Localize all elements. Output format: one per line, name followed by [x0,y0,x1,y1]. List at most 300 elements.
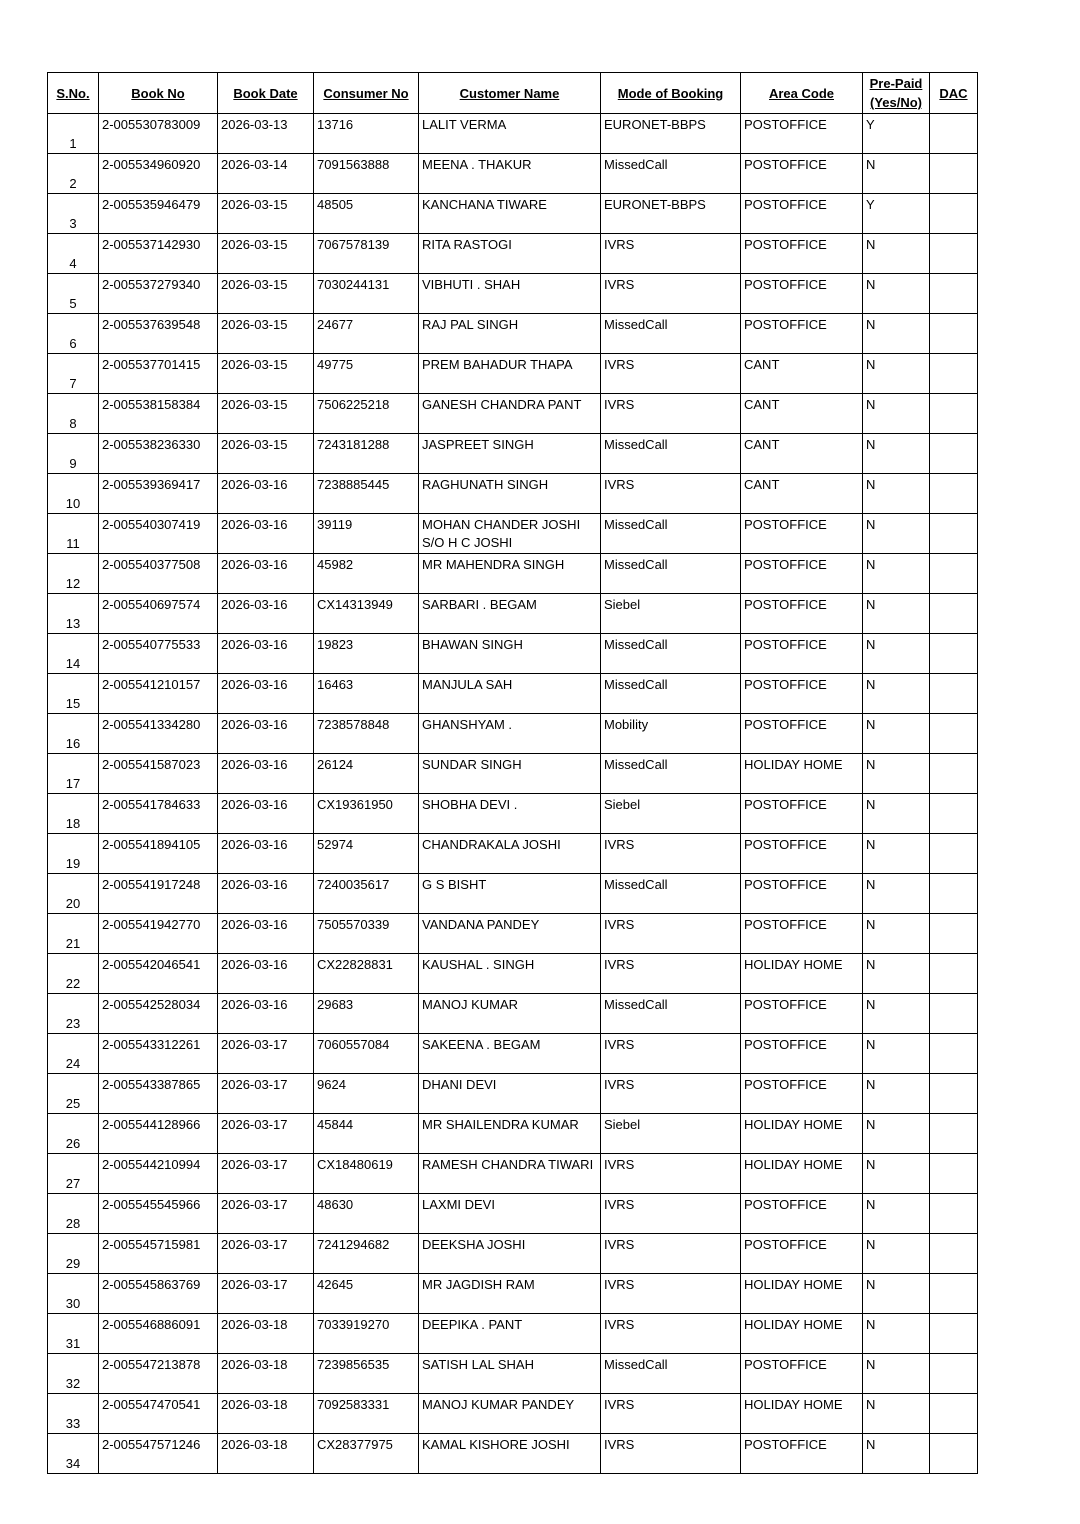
dac-cell [930,274,978,314]
customer-name-cell [419,274,601,314]
consumer-no-value: 7091563888 [317,157,390,172]
customer-name-value: MR JAGDISH RAM [422,1277,535,1292]
area-code-cell [741,154,863,194]
book-date-cell [218,994,314,1034]
consumer-no-value: 7239856535 [317,1357,390,1372]
area-code-cell [741,554,863,594]
prepaid-value: N [866,677,876,692]
mode-of-booking-value: IVRS [604,277,635,292]
area-code-value: POSTOFFICE [744,797,827,812]
book-no-cell [99,394,218,434]
dac-cell [930,634,978,674]
consumer-no-cell [314,1194,419,1234]
header-consumer-no: Consumer No [314,73,419,114]
table-row [48,754,978,794]
book-date-value: 2026-03-16 [221,757,288,772]
book-no-value: 2-005547470541 [102,1397,201,1412]
header-prepaid-line2: (Yes/No) [869,95,922,110]
consumer-no-value: 42645 [317,1277,354,1292]
book-no-value: 2-005541210157 [102,677,201,692]
area-code-value: POSTOFFICE [744,677,827,692]
book-no-value: 2-005540775533 [102,637,201,652]
area-code-value: POSTOFFICE [744,1077,827,1092]
mode-of-booking-value: IVRS [604,477,635,492]
prepaid-cell [863,1274,930,1314]
dac-value [930,954,977,957]
dac-cell [930,474,978,514]
area-code-cell [741,1194,863,1234]
area-code-cell [741,514,863,554]
consumer-no-value: 24677 [317,317,354,332]
book-no-cell [99,1114,218,1154]
booking-table [47,72,978,1474]
dac-value [930,394,977,397]
book-date-value: 2026-03-17 [221,1157,288,1172]
table-row [48,714,978,754]
book-date-cell [218,1434,314,1474]
mode-of-booking-cell [601,634,741,674]
prepaid-value: N [866,1197,876,1212]
book-no-value: 2-005541917248 [102,877,201,892]
consumer-no-cell [314,1354,419,1394]
mode-of-booking-value: IVRS [604,917,635,932]
book-date-cell [218,1234,314,1274]
table-row [48,1274,978,1314]
book-date-cell [218,754,314,794]
consumer-no-value: 39119 [317,517,353,532]
area-code-cell [741,1234,863,1274]
prepaid-cell [863,514,930,554]
book-no-cell [99,354,218,394]
sno-cell [48,194,99,234]
consumer-no-cell [314,314,419,354]
consumer-no-cell [314,1314,419,1354]
prepaid-cell [863,1394,930,1434]
book-date-value: 2026-03-14 [221,157,288,172]
prepaid-value: N [866,237,876,252]
sno-value: 30 [65,1296,81,1311]
book-date-value: 2026-03-18 [221,1397,288,1412]
sno-value: 25 [65,1096,81,1111]
consumer-no-cell [314,954,419,994]
book-date-value: 2026-03-16 [221,557,288,572]
area-code-value: CANT [744,357,780,372]
mode-of-booking-cell [601,1314,741,1354]
prepaid-cell [863,954,930,994]
table-row [48,1034,978,1074]
book-date-cell [218,474,314,514]
mode-of-booking-cell [601,834,741,874]
book-date-cell [218,554,314,594]
prepaid-value: N [866,1357,876,1372]
book-no-cell [99,234,218,274]
area-code-cell [741,634,863,674]
book-no-cell [99,1354,218,1394]
book-no-value: 2-005541587023 [102,757,201,772]
prepaid-cell [863,794,930,834]
sno-value: 31 [65,1336,81,1351]
prepaid-value: N [866,1397,876,1412]
sno-cell [48,794,99,834]
dac-cell [930,754,978,794]
mode-of-booking-value: MissedCall [604,1357,668,1372]
customer-name-value: SATISH LAL SHAH [422,1357,534,1372]
sno-value: 11 [66,536,80,551]
mode-of-booking-cell [601,1354,741,1394]
mode-of-booking-cell [601,1114,741,1154]
prepaid-cell [863,274,930,314]
consumer-no-value: 45982 [317,557,354,572]
table-row [48,634,978,674]
header-row [48,73,978,114]
customer-name-value: DEEKSHA JOSHI [422,1237,526,1252]
dac-value [930,194,977,197]
prepaid-value: N [866,877,876,892]
dac-cell [930,874,978,914]
book-date-cell [218,914,314,954]
customer-name-value: JASPREET SINGH [422,437,534,452]
prepaid-value: N [866,837,876,852]
prepaid-cell [863,1074,930,1114]
customer-name-cell [419,114,601,154]
mode-of-booking-value: MissedCall [604,437,668,452]
table-row [48,1194,978,1234]
prepaid-cell [863,1194,930,1234]
prepaid-value: Y [866,197,875,212]
consumer-no-cell [314,1434,419,1474]
table-row [48,354,978,394]
book-no-value: 2-005547571246 [102,1437,201,1452]
customer-name-cell [419,474,601,514]
book-date-cell [218,434,314,474]
sno-cell [48,1314,99,1354]
header-dac: DAC [930,73,978,114]
book-no-value: 2-005530783009 [102,117,201,132]
book-date-value: 2026-03-18 [221,1437,288,1452]
prepaid-value: N [866,957,876,972]
sno-cell [48,354,99,394]
mode-of-booking-cell [601,914,741,954]
area-code-value: POSTOFFICE [744,277,827,292]
book-no-value: 2-005546886091 [102,1317,201,1332]
mode-of-booking-cell [601,314,741,354]
dac-value [930,594,977,597]
sno-cell [48,674,99,714]
consumer-no-cell [314,554,419,594]
header-sno: S.No. [48,73,99,114]
mode-of-booking-cell [601,1074,741,1114]
book-no-value: 2-005534960920 [102,157,201,172]
prepaid-value: N [866,557,876,572]
prepaid-cell [863,714,930,754]
book-no-value: 2-005539369417 [102,477,201,492]
prepaid-cell [863,314,930,354]
dac-cell [930,394,978,434]
sno-cell [48,1394,99,1434]
consumer-no-cell [314,754,419,794]
prepaid-cell [863,914,930,954]
book-date-value: 2026-03-15 [221,277,288,292]
mode-of-booking-cell [601,354,741,394]
customer-name-cell [419,1234,601,1274]
customer-name-cell [419,674,601,714]
mode-of-booking-value: IVRS [604,1157,635,1172]
book-date-value: 2026-03-16 [221,597,288,612]
consumer-no-value: 52974 [317,837,354,852]
book-date-cell [218,834,314,874]
dac-value [930,1274,977,1277]
customer-name-cell [419,434,601,474]
dac-value [930,274,977,277]
book-date-cell [218,194,314,234]
prepaid-value: N [866,1237,876,1252]
book-date-value: 2026-03-17 [221,1197,288,1212]
area-code-cell [741,1074,863,1114]
area-code-value: POSTOFFICE [744,877,827,892]
table-row [48,594,978,634]
prepaid-cell [863,1234,930,1274]
prepaid-cell [863,634,930,674]
mode-of-booking-cell [601,394,741,434]
dac-cell [930,994,978,1034]
customer-name-value: DHANI DEVI [422,1077,497,1092]
dac-value [930,714,977,717]
prepaid-value: N [866,997,876,1012]
mode-of-booking-value: MissedCall [604,997,668,1012]
sno-cell [48,434,99,474]
table-row [48,114,978,154]
customer-name-cell [419,794,601,834]
sno-cell [48,1034,99,1074]
book-no-value: 2-005537639548 [102,317,201,332]
consumer-no-cell [314,194,419,234]
consumer-no-value: 7241294682 [317,1237,390,1252]
dac-value [930,994,977,997]
book-no-cell [99,554,218,594]
table-row [48,874,978,914]
book-date-value: 2026-03-16 [221,837,288,852]
sno-value: 32 [65,1376,81,1391]
book-no-value: 2-005543312261 [102,1037,201,1052]
dac-cell [930,194,978,234]
book-date-value: 2026-03-15 [221,197,288,212]
dac-cell [930,354,978,394]
customer-name-cell [419,914,601,954]
table-row [48,794,978,834]
book-no-cell [99,474,218,514]
book-no-cell [99,1074,218,1114]
customer-name-value: LALIT VERMA [422,117,507,132]
consumer-no-value: CX18480619 [317,1157,393,1172]
mode-of-booking-cell [601,1274,741,1314]
mode-of-booking-value: MissedCall [604,757,668,772]
sno-value: 8 [69,416,77,431]
book-date-cell [218,674,314,714]
consumer-no-cell [314,634,419,674]
book-date-cell [218,794,314,834]
table-row [48,1154,978,1194]
book-date-value: 2026-03-16 [221,477,288,492]
area-code-value: POSTOFFICE [744,317,827,332]
dac-cell [930,1194,978,1234]
prepaid-value: N [866,317,876,332]
dac-cell [930,794,978,834]
dac-cell [930,1354,978,1394]
consumer-no-value: 7243181288 [317,437,390,452]
mode-of-booking-cell [601,1394,741,1434]
table-row [48,154,978,194]
consumer-no-cell [314,114,419,154]
dac-value [930,834,977,837]
area-code-value: POSTOFFICE [744,117,827,132]
book-date-value: 2026-03-16 [221,877,288,892]
sno-value: 23 [65,1016,81,1031]
area-code-cell [741,194,863,234]
consumer-no-value: CX28377975 [317,1437,393,1452]
customer-name-cell [419,1354,601,1394]
book-no-cell [99,434,218,474]
sno-cell [48,394,99,434]
customer-name-value: PREM BAHADUR THAPA [422,357,573,372]
dac-cell [930,1274,978,1314]
prepaid-cell [863,114,930,154]
table-row [48,514,978,554]
dac-value [930,1314,977,1317]
area-code-cell [741,1394,863,1434]
area-code-cell [741,754,863,794]
sno-cell [48,914,99,954]
header-customer-name: Customer Name [419,73,601,114]
area-code-value: POSTOFFICE [744,597,827,612]
mode-of-booking-cell [601,1434,741,1474]
customer-name-value: G S BISHT [422,877,487,892]
consumer-no-cell [314,874,419,914]
dac-cell [930,714,978,754]
area-code-value: HOLIDAY HOME [744,757,843,772]
sno-value: 17 [65,776,81,791]
prepaid-value: N [866,1037,876,1052]
table-row [48,1234,978,1274]
mode-of-booking-cell [601,1154,741,1194]
sno-value: 2 [69,176,77,191]
book-date-cell [218,314,314,354]
book-date-value: 2026-03-13 [221,117,288,132]
area-code-cell [741,394,863,434]
book-no-value: 2-005542528034 [102,997,201,1012]
dac-cell [930,834,978,874]
dac-value [930,354,977,357]
sno-cell [48,1354,99,1394]
table-row [48,1434,978,1474]
customer-name-value: KAUSHAL . SINGH [422,957,535,972]
book-date-cell [218,154,314,194]
book-date-value: 2026-03-16 [221,517,288,532]
consumer-no-cell [314,834,419,874]
mode-of-booking-cell [601,434,741,474]
customer-name-cell [419,754,601,794]
customer-name-value: VIBHUTI . SHAH [422,277,521,292]
prepaid-cell [863,154,930,194]
customer-name-cell [419,514,601,554]
table-row [48,474,978,514]
mode-of-booking-cell [601,514,741,554]
book-date-value: 2026-03-15 [221,317,288,332]
sno-value: 1 [69,136,77,151]
dac-cell [930,914,978,954]
area-code-value: POSTOFFICE [744,837,827,852]
book-date-value: 2026-03-17 [221,1277,288,1292]
dac-cell [930,314,978,354]
sno-cell [48,514,99,554]
area-code-cell [741,714,863,754]
book-no-value: 2-005537701415 [102,357,201,372]
prepaid-cell [863,194,930,234]
mode-of-booking-cell [601,554,741,594]
area-code-cell [741,434,863,474]
dac-value [930,554,977,557]
customer-name-cell [419,874,601,914]
prepaid-value: N [866,437,876,452]
mode-of-booking-cell [601,714,741,754]
dac-value [930,754,977,757]
book-date-value: 2026-03-17 [221,1037,288,1052]
book-date-cell [218,514,314,554]
prepaid-value: Y [866,117,875,132]
dac-cell [930,1114,978,1154]
mode-of-booking-value: MissedCall [604,637,668,652]
book-no-cell [99,634,218,674]
customer-name-value: MANOJ KUMAR PANDEY [422,1397,575,1412]
prepaid-cell [863,754,930,794]
mode-of-booking-value: IVRS [604,1437,635,1452]
customer-name-cell [419,1394,601,1434]
consumer-no-cell [314,354,419,394]
book-date-cell [218,1114,314,1154]
book-date-value: 2026-03-16 [221,917,288,932]
prepaid-cell [863,994,930,1034]
book-date-value: 2026-03-16 [221,717,288,732]
prepaid-value: N [866,1157,876,1172]
consumer-no-cell [314,674,419,714]
dac-value [930,874,977,877]
book-no-cell [99,314,218,354]
book-no-cell [99,954,218,994]
customer-name-cell [419,1154,601,1194]
consumer-no-cell [314,234,419,274]
sno-cell [48,1154,99,1194]
area-code-value: HOLIDAY HOME [744,1277,843,1292]
sno-value: 13 [65,616,81,631]
table-row [48,1114,978,1154]
dac-value [930,794,977,797]
dac-value [930,114,977,117]
book-no-value: 2-005540377508 [102,557,201,572]
area-code-value: POSTOFFICE [744,1037,827,1052]
dac-value [930,474,977,477]
book-no-value: 2-005537279340 [102,277,201,292]
book-date-cell [218,594,314,634]
consumer-no-value: CX14313949 [317,597,393,612]
dac-cell [930,1314,978,1354]
customer-name-value: RITA RASTOGI [422,237,512,252]
header-book-no: Book No [99,73,218,114]
prepaid-cell [863,594,930,634]
mode-of-booking-value: IVRS [604,1277,635,1292]
table-row [48,1074,978,1114]
consumer-no-value: 48505 [317,197,354,212]
customer-name-cell [419,194,601,234]
area-code-cell [741,1274,863,1314]
